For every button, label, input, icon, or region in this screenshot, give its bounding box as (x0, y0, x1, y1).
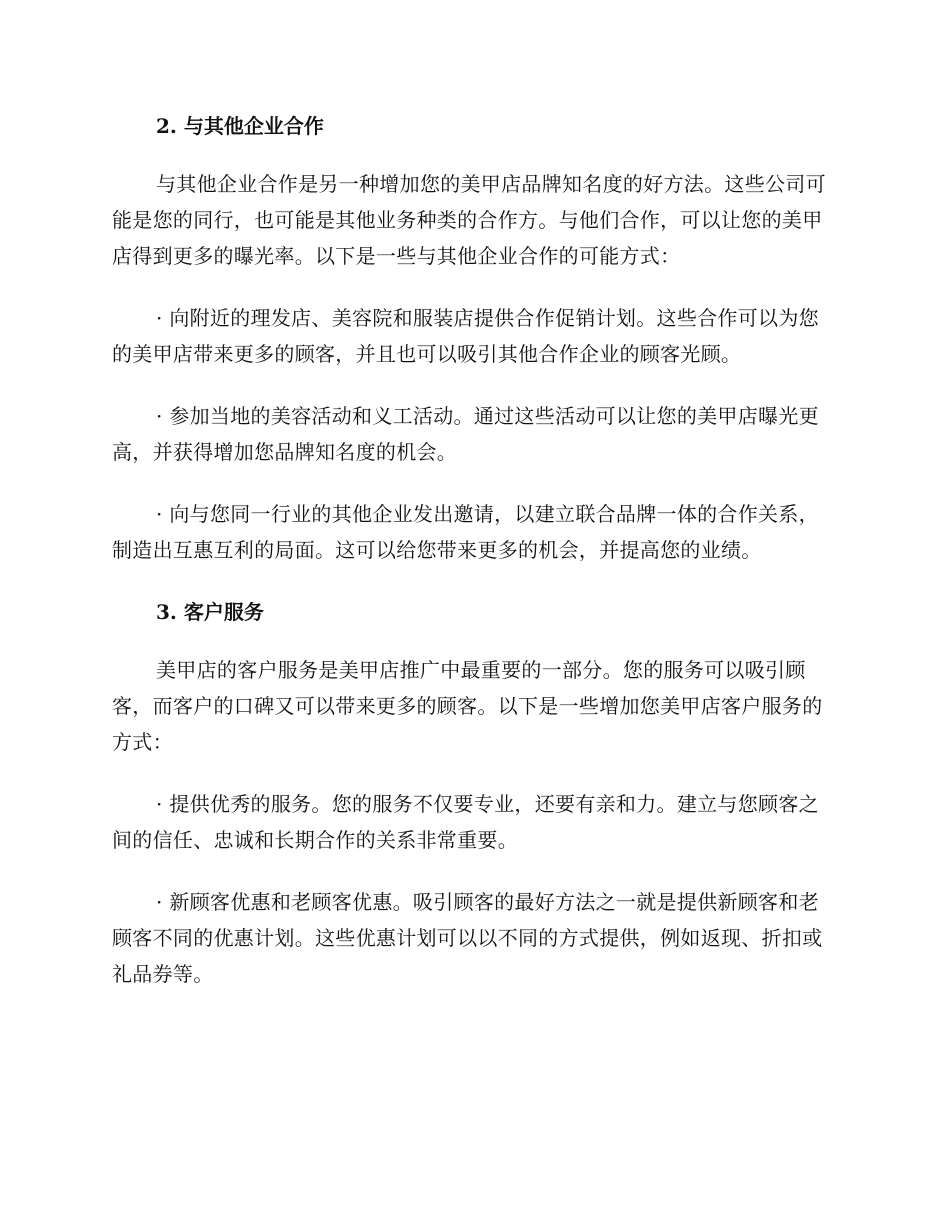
bullet-item-promotion: · 向附近的理发店、美容院和服装店提供合作促销计划。这些合作可以为您的美甲店带来更多的顾客，并且也可以吸引其他合作企业的顾客光顾。 (112, 306, 819, 366)
bullet-item-cobrand: · 向与您同一行业的其他企业发出邀请，以建立联合品牌一体的合作关系，制造出互惠互利的局面。这可以给您带来更多的机会，并提高您的业绩。 (112, 502, 819, 562)
bullet-item-events: · 参加当地的美容活动和义工活动。通过这些活动可以让您的美甲店曝光更高，并获得增加您品牌知名度的机会。 (112, 404, 819, 464)
bullet-item-discounts: · 新顾客优惠和老顾客优惠。吸引顾客的最好方法之一就是提供新顾客和老顾客不同的优惠计划。这些优惠计划可以以不同的方式提供，例如返现、折扣或礼品券等。 (112, 890, 823, 986)
section-heading-cooperation: 2. 与其他企业合作 (156, 114, 324, 138)
section-heading-customer-service: 3. 客户服务 (156, 600, 264, 624)
paragraph-intro-service: 美甲店的客户服务是美甲店推广中最重要的一部分。您的服务可以吸引顾客，而客户的口碑又可以带来更多的顾客。以下是一些增加您美甲店客户服务的方式： (112, 658, 823, 754)
document-page (112, 108, 828, 1018)
paragraph-intro-cooperation: 与其他企业合作是另一种增加您的美甲店品牌知名度的好方法。这些公司可能是您的同行，也可能是其他业务种类的合作方。与他们合作，可以让您的美甲店得到更多的曝光率。以下是一些与其他企业合作的可能方式： (112, 172, 826, 268)
bullet-item-quality-service: · 提供优秀的服务。您的服务不仅要专业，还要有亲和力。建立与您顾客之间的信任、忠诚和长期合作的关系非常重要。 (112, 792, 819, 852)
